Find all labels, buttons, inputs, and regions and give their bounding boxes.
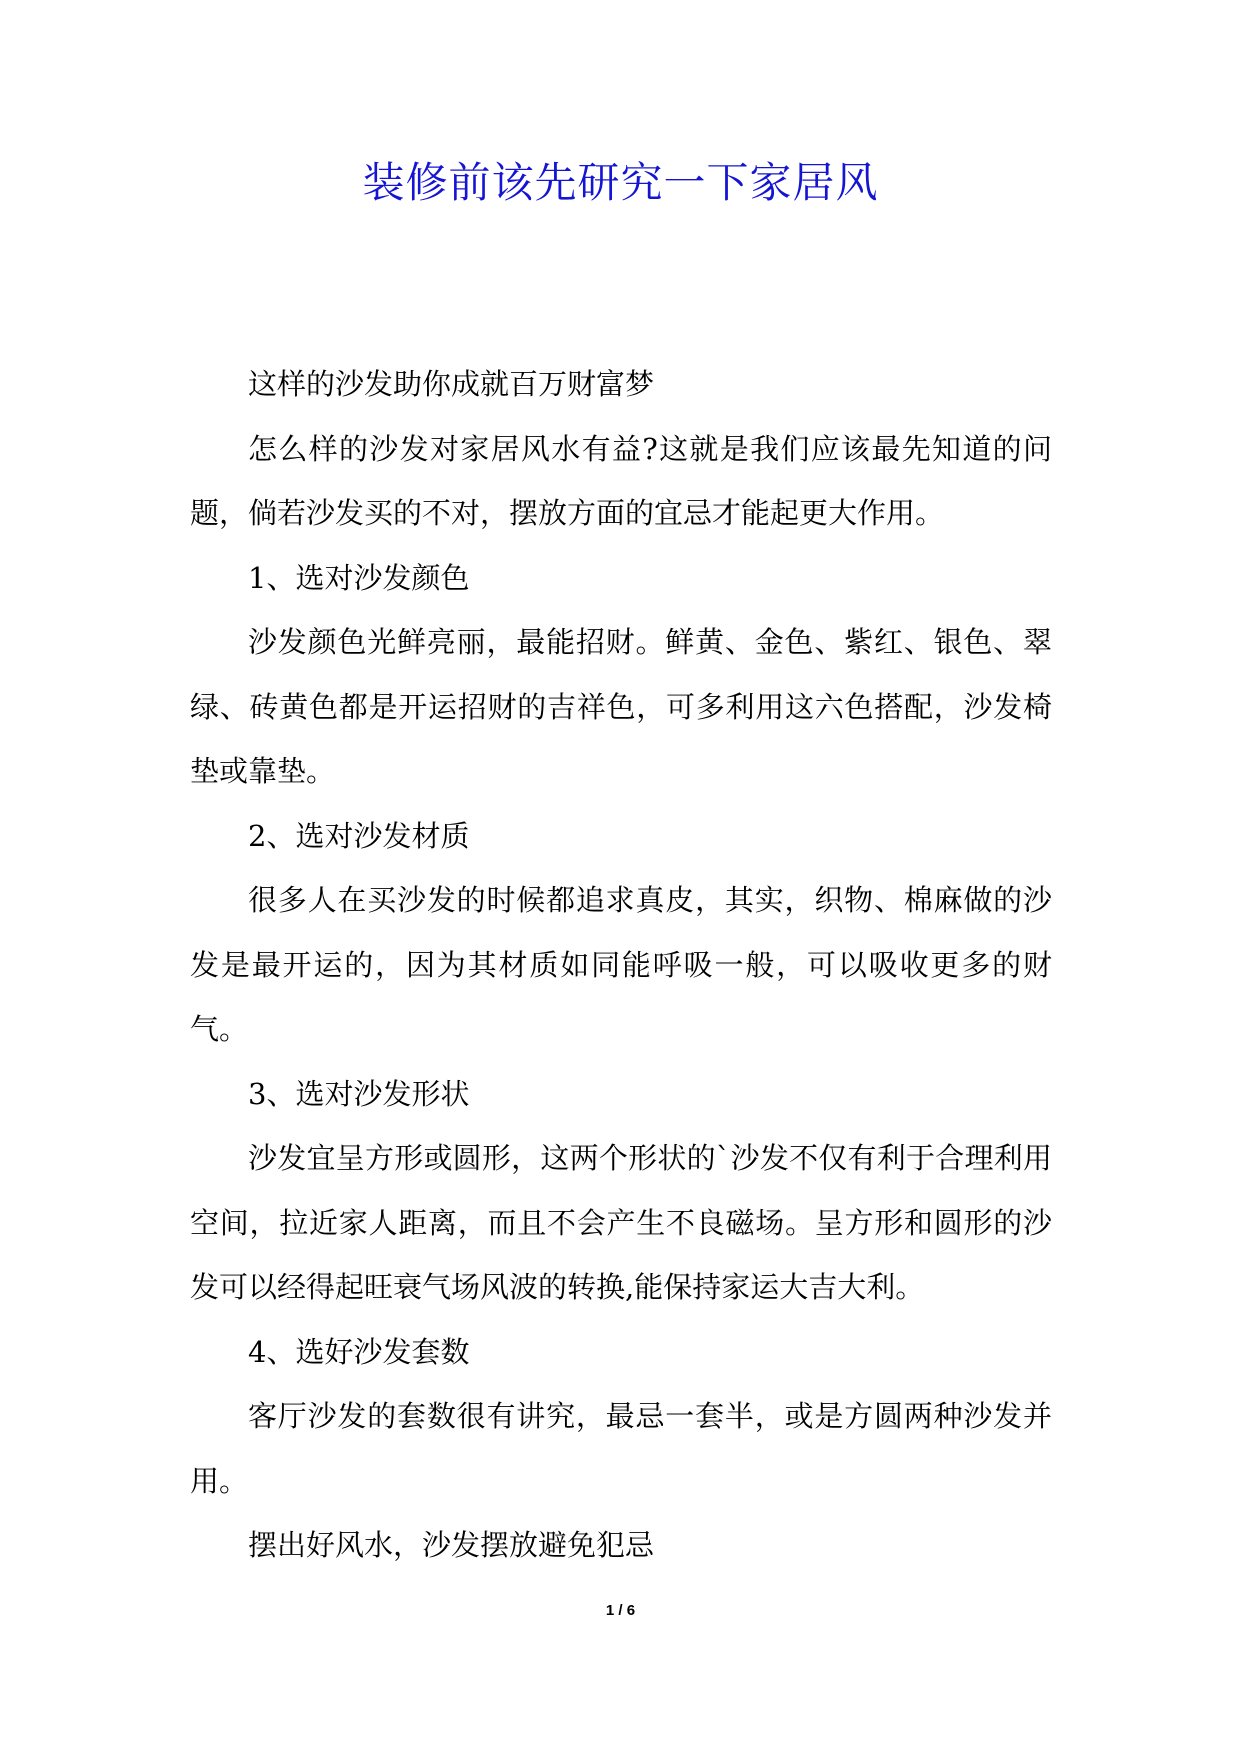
section-heading: 3、选对沙发形状 [248,1076,470,1111]
section-heading: 4、选好沙发套数 [248,1334,470,1369]
paragraph-heading: 这样的沙发助你成就百万财富梦 [248,367,655,401]
section-heading: 1、选对沙发颜色 [248,560,470,595]
paragraph-heading: 摆出好风水，沙发摆放避免犯忌 [248,1528,655,1562]
page-number: 1 / 6 [605,1602,636,1619]
paragraph: 沙发宜呈方形或圆形，这两个形状的`沙发不仅有利于合理利用空间，拉近家人距离，而且不会产生不良磁场。呈方形和圆形的沙发可以经得起旺衰气场风波的转换,能保持家运大吉大利。 [190,1141,1052,1304]
section-heading: 2、选对沙发材质 [248,818,470,853]
paragraph: 很多人在买沙发的时候都追求真皮，其实，织物、棉麻做的沙发是最开运的，因为其材质如同能呼吸一般，可以吸收更多的财气。 [190,883,1052,1046]
paragraph: 怎么样的沙发对家居风水有益?这就是我们应该最先知道的问题，倘若沙发买的不对，摆放方面的宜忌才能起更大作用。 [190,431,1052,530]
paragraph: 客厅沙发的套数很有讲究，最忌一套半，或是方圆两种沙发并用。 [190,1399,1052,1498]
document-title: 装修前该先研究一下家居风 [362,158,879,207]
paragraph: 沙发颜色光鲜亮丽，最能招财。鲜黄、金色、紫红、银色、翠绿、砖黄色都是开运招财的吉祥色，可多利用这六色搭配，沙发椅垫或靠垫。 [190,625,1052,788]
document-body [190,352,1052,1578]
